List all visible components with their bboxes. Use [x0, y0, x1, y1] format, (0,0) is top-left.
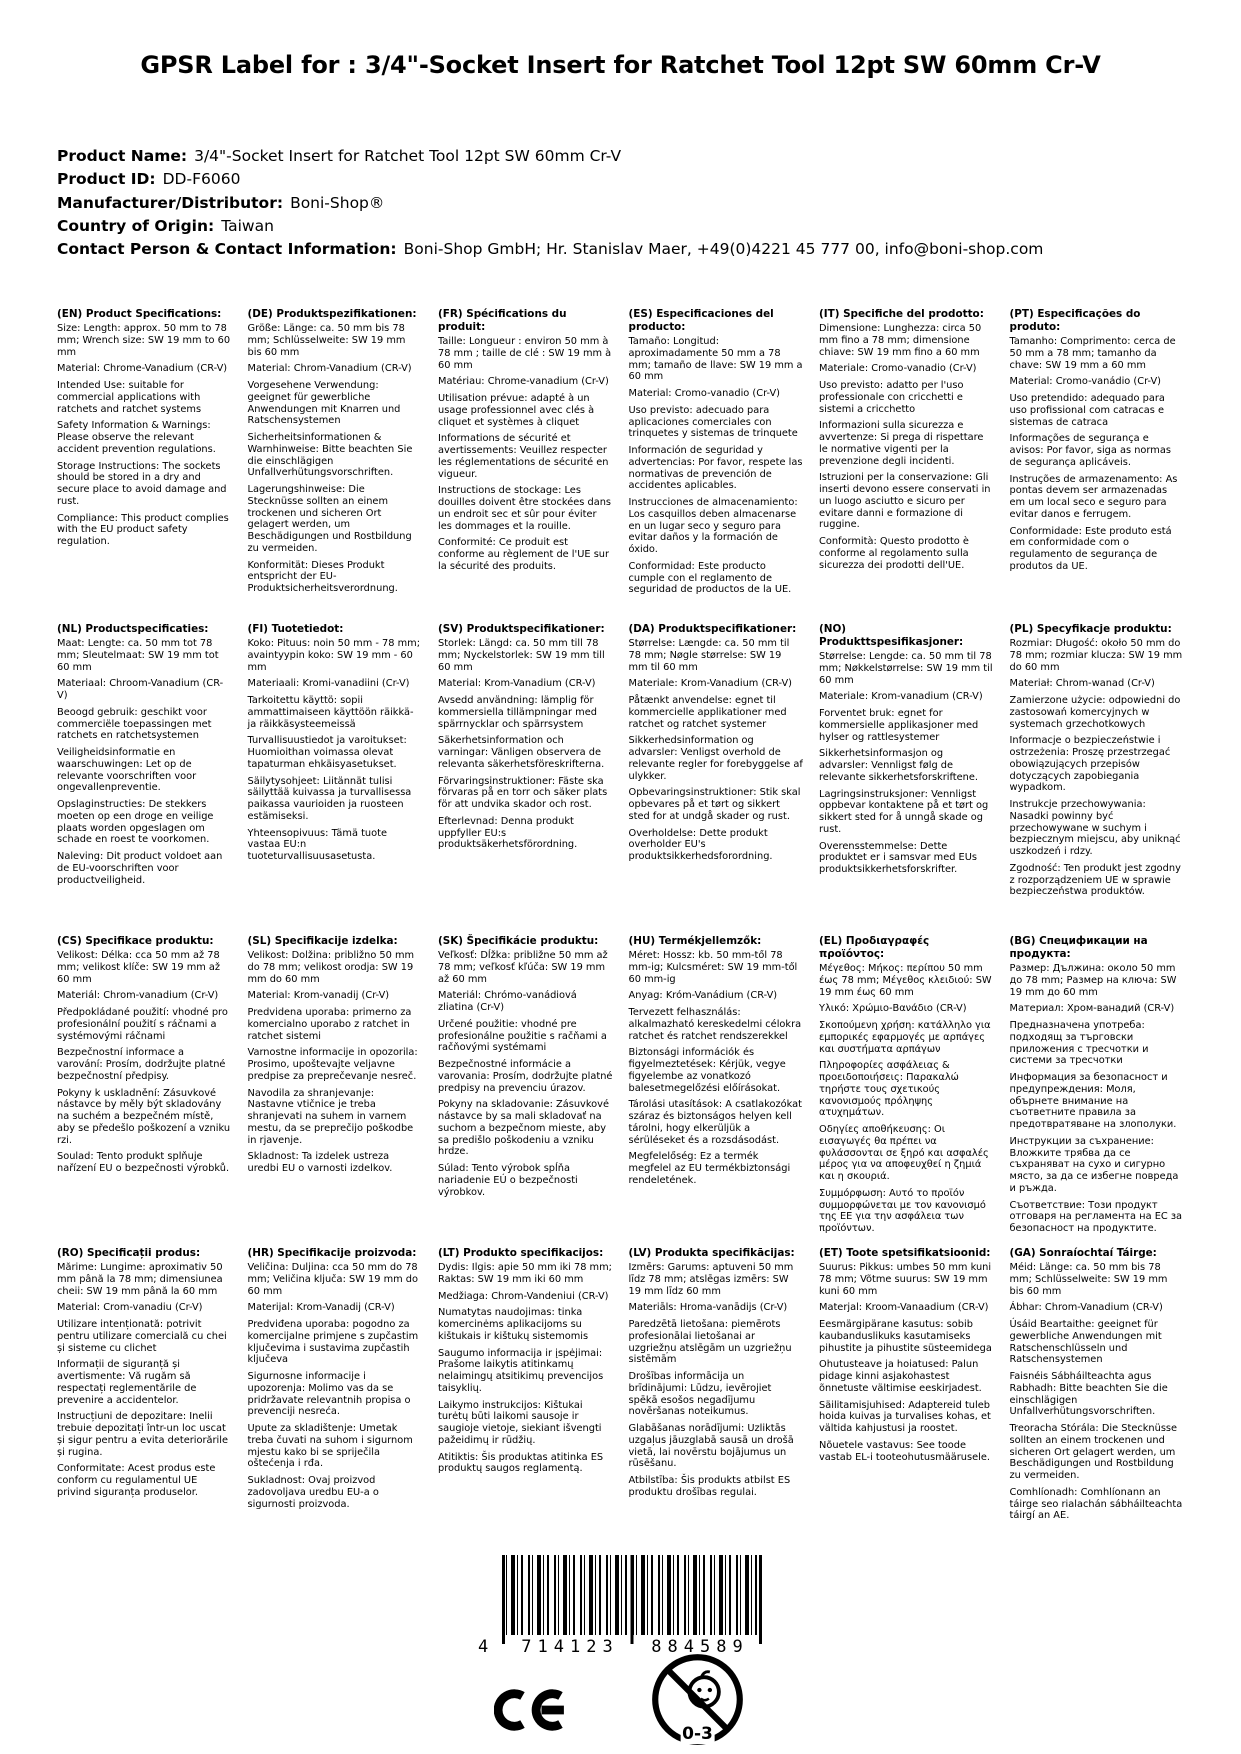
spec-paragraph: Instructions de stockage: Les douilles doivent être stockées dans un endroit sec et sûr pour éviter les dommages et la rouille.: [438, 485, 612, 532]
spec-block-lt: [438, 1247, 613, 1527]
spec-block-heading: (FI) Tuotetiedot:: [247, 623, 344, 635]
spec-paragraph: Tamaño: Longitud: aproximadamente 50 mm a 78 mm; tamaño de llave: SW 19 mm a 60 mm: [628, 336, 803, 383]
spec-paragraph: Materiale: Cromo-vanadio (Cr-V): [819, 363, 977, 375]
spec-block-hu: [629, 935, 804, 1247]
spec-paragraph: Opslaginstructies: De stekkers moeten op een droge en veilige plaats worden opgeslagen om schade en roest te voorkomen.: [57, 799, 214, 846]
spec-paragraph: Materiaal: Chroom-Vanadium (CR-V): [57, 678, 224, 701]
spec-paragraph: Größe: Länge: ca. 50 mm bis 78 mm; Schlüsselweite: SW 19 mm bis 60 mm: [247, 323, 406, 358]
spec-paragraph: Tárolási utasítások: A csatlakozókat száraz és biztonságos helyen kell tárolni, hogy elkerüljük a sérüléseket és a rozsdásodást.: [628, 1099, 802, 1146]
spec-paragraph: Размер: Дължина: около 50 mm до 78 mm; Размер на ключа: SW 19 mm до 60 mm: [1009, 963, 1177, 998]
spec-block-heading: (LT) Produkto specifikacijos:: [438, 1247, 604, 1259]
spec-paragraph: Navodila za shranjevanje: Nastavne vtičnice je treba shranjevati na suhem in varnem mestu, da se preprečijo poškodbe in rjavenje.: [247, 1087, 414, 1146]
origin-value: Taiwan: [221, 216, 274, 235]
spec-block-heading: (SV) Produktspecifikationer:: [438, 623, 605, 635]
spec-paragraph: Suurus: Pikkus: umbes 50 mm kuni 78 mm; Võtme suurus: SW 19 mm kuni 60 mm: [819, 1262, 992, 1297]
product-info: [57, 147, 1205, 263]
spec-paragraph: Yhteensopivuus: Tämä tuote vastaa EU:n tuoteturvallisuusasetusta.: [247, 827, 387, 862]
spec-block-lv: [629, 1247, 804, 1527]
spec-paragraph: Turvallisuustiedot ja varoitukset: Huomioithan voimassa olevat tapaturman ehkäisyasetukset.: [247, 735, 407, 770]
spec-block-fr: [438, 308, 613, 623]
spec-paragraph: Opbevaringsinstruktioner: Stik skal opbevares på et tørt og sikkert sted for at undgå skader og rust.: [628, 787, 801, 822]
spec-paragraph: Určené použitie: vhodné pre profesionálne použitie s račňami a račňovými systémami: [438, 1018, 607, 1054]
spec-paragraph: Méret: Hossz: kb. 50 mm-től 78 mm-ig; Kulcsméret: SW 19 mm-től 60 mm-ig: [628, 950, 798, 985]
spec-block-heading: (SK) Špecifikácie produktu:: [438, 935, 599, 947]
spec-block-heading: (CS) Specifikace produktu:: [57, 935, 214, 947]
spec-paragraph: Material: Cromo-vanádio (Cr-V): [1009, 376, 1161, 388]
spec-paragraph: Rozmiar: Długość: około 50 mm do 78 mm; rozmiar klucza: SW 19 mm do 60 mm: [1009, 638, 1183, 673]
spec-block-ga: [1010, 1247, 1185, 1527]
spec-paragraph: Konformität: Dieses Produkt entspricht der EU-Produktsicherheitsverordnung.: [247, 559, 398, 594]
spec-block-sk: [438, 935, 613, 1247]
spec-paragraph: Ohutusteave ja hoiatused: Palun pidage kinni asjakohastest õnnetuste vältimise eeskirjadest.: [819, 1359, 982, 1394]
spec-block-heading: (PL) Specyfikacje produktu:: [1009, 623, 1172, 635]
spec-paragraph: Overholdelse: Dette produkt overholder EU's produktsikkerhedsforordning.: [628, 827, 773, 862]
spec-paragraph: Materiale: Krom-vanadium (CR-V): [819, 691, 983, 703]
spec-block-heading: (RO) Specificații produs:: [57, 1247, 201, 1259]
spec-paragraph: Materiale: Krom-Vanadium (CR-V): [628, 678, 792, 690]
spec-block-heading: (IT) Specifiche del prodotto:: [819, 308, 984, 320]
spec-paragraph: Uso pretendido: adequado para uso profissional com catracas e sistemas de catraca: [1009, 393, 1165, 428]
spec-paragraph: Информация за безопасност и предупреждения: Моля, обърнете внимание на съответните правила за предотвратяване на злополуки.: [1009, 1072, 1177, 1130]
spec-paragraph: Předpokládané použití: vhodné pro profesionální použití s ráčnami a systémovými ráčnami: [57, 1007, 228, 1042]
spec-paragraph: Informações de segurança e avisos: Por favor, siga as normas de segurança aplicáveis.: [1009, 433, 1171, 468]
spec-paragraph: Ábhar: Chrom-Vanadium (CR-V): [1009, 1302, 1163, 1314]
spec-paragraph: Velikost: Délka: cca 50 mm až 78 mm; velikost klíče: SW 19 mm až 60 mm: [57, 950, 221, 985]
spec-paragraph: Paredzētā lietošana: piemērots profesionālai lietošanai ar uzgriežņu atslēgām un uzgriežņu sistēmām: [628, 1319, 792, 1366]
spec-paragraph: Maat: Lengte: ca. 50 mm tot 78 mm; Sleutelmaat: SW 19 mm tot 60 mm: [57, 638, 219, 673]
spec-block-heading: (FR) Spécifications du produit:: [438, 308, 567, 333]
spec-block-cs: [57, 935, 232, 1247]
contact-value: Boni-Shop GmbH; Hr. Stanislav Maer, +49(0)4221 45 777 00, info@boni-shop.com: [403, 240, 1044, 259]
spec-paragraph: Glabāšanas norādījumi: Uzliktās uzgaļus jāuzglabā sausā un drošā vietā, lai novērstu bojājumus un rūsēšanu.: [628, 1423, 794, 1470]
spec-paragraph: Conformitate: Acest produs este conform cu regulamentul UE privind siguranța produselor.: [57, 1463, 216, 1498]
spec-block-et: [819, 1247, 994, 1527]
spec-paragraph: Instrucciones de almacenamiento: Los casquillos deben almacenarse en un lugar seco y seguro para evitar daños y la formación de óxido.: [628, 497, 798, 555]
spec-block-heading: (DE) Produktspezifikationen:: [247, 308, 417, 320]
spec-block-hr: [248, 1247, 423, 1527]
spec-paragraph: Overensstemmelse: Dette produktet er i samsvar med EUs produktsikkerhetsforskrifter.: [819, 840, 978, 875]
spec-paragraph: Laikymo instrukcijos: Kištukai turėtų būti laikomi sausoje ir saugioje vietoje, siekiant išvengti pažeidimų ir rūdžių.: [438, 1399, 602, 1446]
spec-paragraph: Méid: Länge: ca. 50 mm bis 78 mm; Schlüsselweite: SW 19 mm bis 60 mm: [1009, 1262, 1168, 1297]
spec-paragraph: Biztonsági információk és figyelmeztetések: Kérjük, vegye figyelembe az vonatkozó balesetmegelőzési előírásokat.: [628, 1047, 786, 1094]
barcode-leading-digit: 4: [478, 1637, 489, 1657]
spec-paragraph: Zgodność: Ten produkt jest zgodny z rozporządzeniem UE w sprawie bezpieczeństwa produktów.: [1009, 862, 1181, 898]
spec-paragraph: Съответствие: Този продукт отговаря на регламента на ЕС за безопасност на продуктите.: [1009, 1199, 1183, 1234]
spec-paragraph: Lagringsinstruksjoner: Vennligst oppbevar kontaktene på et tørt og sikkert sted for å unngå skade og rust.: [819, 788, 989, 835]
spec-paragraph: Conformidade: Este produto está em conformidade com o regulamento de segurança de produtos da UE.: [1009, 525, 1172, 572]
spec-block-da: [629, 623, 804, 935]
spec-paragraph: Safety Information & Warnings: Please observe the relevant accident prevention regulations.: [57, 420, 216, 455]
spec-paragraph: Izmērs: Garums: aptuveni 50 mm līdz 78 mm; atslēgas izmērs: SW 19 mm līdz 60 mm: [628, 1262, 794, 1297]
barcode-guard-bar: [631, 1555, 634, 1644]
spec-paragraph: Size: Length: approx. 50 mm to 78 mm; Wrench size: SW 19 mm to 60 mm: [57, 323, 231, 358]
spec-block-sv: [438, 623, 613, 935]
spec-paragraph: Предназначена употреба: подходящ за търговски приложения с тресчотки и системи за тресчотки: [1009, 1020, 1149, 1067]
origin-label: Country of Origin:: [57, 216, 215, 235]
spec-paragraph: Material: Krom-vanadij (Cr-V): [247, 990, 390, 1002]
spec-paragraph: Størrelse: Lengde: ca. 50 mm til 78 mm; Nøkkelstørrelse: SW 19 mm til 60 mm: [819, 651, 993, 686]
barcode-guard-bar: [502, 1555, 505, 1644]
spec-paragraph: Veľkosť: Dĺžka: približne 50 mm až 78 mm; veľkosť kľúča: SW 19 mm až 60 mm: [438, 950, 608, 985]
spec-block-heading: (EL) Προδιαγραφές προϊόντος:: [819, 935, 930, 960]
spec-paragraph: Materiál: Chrom-vanadium (Cr-V): [57, 990, 219, 1002]
spec-paragraph: Bezpečnostní informace a varování: Prosím, dodržujte platné bezpečnostní předpisy.: [57, 1047, 226, 1082]
spec-paragraph: Säilitamisjuhised: Adaptereid tuleb hoida kuivas ja turvalises kohas, et vältida kahjustusi ja roostet.: [819, 1399, 991, 1434]
spec-paragraph: Material: Chrom-Vanadium (CR-V): [247, 363, 412, 375]
spec-paragraph: Instrukcje przechowywania: Nasadki powinny być przechowywane w suchym i bezpiecznym miejscu, aby uniknąć uszkodzeń i rdzy.: [1009, 799, 1181, 857]
spec-paragraph: Tervezett felhasználás: alkalmazható kereskedelmi célokra ratchet és ratchet rendszerekkel: [628, 1007, 802, 1042]
spec-paragraph: Σκοπούμενη χρήση: κατάλληλο για εμπορικές εφαρμογές με αρπάγες και συστήματα αρπάγων: [819, 1020, 991, 1055]
spec-paragraph: Bezpečnostné informácie a varovania: Prosím, dodržujte platné predpisy na prevenciu úrazov.: [438, 1059, 613, 1094]
spec-paragraph: Lagerungshinweise: Die Stecknüsse sollten an einem trockenen und sicheren Ort gelagert werden, um Beschädigungen und Rostbildung zu vermeiden.: [247, 484, 412, 554]
spec-paragraph: Medžiaga: Chrom-Vandeniui (CR-V): [438, 1290, 609, 1302]
spec-paragraph: Conformità: Questo prodotto è conforme al regolamento sulla sicurezza dei prodotti dell'UE.: [819, 536, 969, 571]
ean-barcode: [478, 1555, 778, 1657]
spec-paragraph: Vorgesehene Verwendung: geeignet für gewerbliche Anwendungen mit Knarren und Ratschensystemen: [247, 380, 401, 427]
spec-block-heading: (HU) Termékjellemzők:: [628, 935, 762, 947]
spec-paragraph: Material: Cromo-vanadio (Cr-V): [628, 388, 780, 399]
spec-block-bg: [1010, 935, 1185, 1247]
barcode-guard-bar: [759, 1555, 762, 1644]
spec-paragraph: Soulad: Tento produkt splňuje nařízení EU o bezpečnosti výrobků.: [57, 1151, 230, 1174]
spec-paragraph: Utilisation prévue: adapté à un usage professionnel avec clés à cliquet et systèmes à cliquet: [438, 393, 595, 428]
barcode-digit-group-1: 714123: [521, 1637, 619, 1657]
spec-paragraph: Tarkoitettu käyttö: sopii ammattimaiseen käyttöön räikkä- ja räikkäsysteemeissä: [247, 695, 414, 730]
spec-block-heading: (NO) Produkttspesifikasjoner:: [819, 623, 964, 648]
spec-paragraph: Mărime: Lungime: aproximativ 50 mm până la 78 mm; dimensiunea cheii: SW 19 mm până la 60 mm: [57, 1262, 223, 1297]
spec-paragraph: Storlek: Längd: ca. 50 mm till 78 mm; Nyckelstorlek: SW 19 mm till 60 mm: [438, 638, 605, 673]
spec-paragraph: Υλικό: Χρώμιο-Βανάδιο (CR-V): [819, 1003, 967, 1015]
spec-paragraph: Úsáid Beartaithe: geeignet für gewerbliche Anwendungen mit Ratschenschlüsseln und Ratschensystemen: [1009, 1319, 1162, 1366]
spec-paragraph: Materiāls: Hroma-vanādijs (Cr-V): [628, 1302, 788, 1314]
spec-paragraph: Veiligheidsinformatie en waarschuwingen: Let op de relevante voorschriften voor ongevallenpreventie.: [57, 747, 197, 794]
spec-paragraph: Инструкции за съхранение: Вложките трябва да се съхраняват на сухо и сигурно място, за да се избегне повреда и ръжда.: [1009, 1135, 1179, 1194]
page-title: GPSR Label for : 3/4"-Socket Insert for Ratchet Tool 12pt SW 60mm Cr-V: [140, 51, 1101, 79]
spec-paragraph: Säilytysohjeet: Liitännät tulisi säilyttää kuivassa ja turvallisessa paikassa vaurioiden ja ruosteen estämiseksi.: [247, 775, 412, 822]
spec-block-es: [629, 308, 804, 623]
spec-paragraph: Uso previsto: adatto per l'uso professionale con cricchetti e sistemi a cricchetto: [819, 380, 964, 415]
manufacturer-value: Boni-Shop®: [290, 193, 385, 212]
spec-paragraph: Naleving: Dit product voldoet aan de EU-voorschriften voor productveiligheid.: [57, 851, 223, 886]
spec-paragraph: Πληροφορίες ασφάλειας & προειδοποιήσεις: Παρακαλώ τηρήστε τους σχετικούς κανονισμούς πρόληψης ατυχημάτων.: [819, 1060, 959, 1119]
product-info-row: [57, 217, 1205, 235]
age-warning-0-3-icon: [650, 1652, 745, 1747]
spec-block-heading: (ES) Especificaciones del producto:: [628, 308, 774, 333]
spec-paragraph: Faisnéis Sábháilteachta agus Rabhadh: Bitte beachten Sie die einschlägigen Unfallverhütungsvorschriften.: [1009, 1371, 1168, 1418]
spec-block-heading: (ET) Toote spetsifikatsioonid:: [819, 1247, 991, 1259]
spec-paragraph: Koko: Pituus: noin 50 mm - 78 mm; avaintyypin koko: SW 19 mm - 60 mm: [247, 638, 421, 673]
spec-paragraph: Påtænkt anvendelse: egnet til kommercielle applikationer med ratchet og ratchet systemer: [628, 695, 787, 730]
spec-paragraph: Matériau: Chrome-vanadium (Cr-V): [438, 376, 609, 388]
spec-paragraph: Pokyny k uskladnění: Zásuvkové nástavce by měly být skladovány na suchém a bezpečném místě, aby se předešlo poškození a vzniku rzi.: [57, 1087, 231, 1146]
spec-paragraph: Pokyny na skladovanie: Zásuvkové nástavce by sa mali skladovať na suchom a bezpečnom mieste, aby sa predišlo poškodeniu a vzniku hrdze.: [438, 1099, 609, 1158]
spec-paragraph: Tamanho: Comprimento: cerca de 50 mm a 78 mm; tamanho da chave: SW 19 mm a 60 mm: [1009, 336, 1176, 371]
barcode-digit-group-2: 884589: [651, 1637, 749, 1657]
spec-paragraph: Materiał: Chrom-wanad (Cr-V): [1009, 678, 1155, 690]
spec-paragraph: Drošības informācija un brīdinājumi: Lūdzu, ievērojiet spēkā esošos negadījumu novēršanas noteikumus.: [628, 1371, 772, 1418]
spec-paragraph: Nõuetele vastavus: See toode vastab EL-i tooteohutusmäärusele.: [819, 1439, 990, 1463]
spec-paragraph: Saugumo informacija ir įspėjimai: Prašome laikytis atitinkamų nelaimingų atsitikimų prevencijos taisyklių.: [438, 1347, 604, 1394]
spec-block-heading: (PT) Especificações do produto:: [1009, 308, 1141, 333]
spec-paragraph: Säkerhetsinformation och varningar: Vänligen observera de relevanta säkerhetsföreskrifterna.: [438, 735, 605, 770]
spec-paragraph: Størrelse: Længde: ca. 50 mm til 78 mm; Nøgle størrelse: SW 19 mm til 60 mm: [628, 638, 790, 673]
spec-paragraph: Materiál: Chrómo-vanádiová zliatina (Cr-V): [438, 990, 577, 1013]
spec-paragraph: Veličina: Duljina: cca 50 mm do 78 mm; Veličina ključa: SW 19 mm do 60 mm: [247, 1262, 418, 1297]
spec-paragraph: Predviđena uporaba: pogodno za komercijalne primjene s zupčastim ključevima i sustavima zupčastih ključeva: [247, 1319, 419, 1366]
spec-paragraph: Taille: Longueur : environ 50 mm à 78 mm ; taille de clé : SW 19 mm à 60 mm: [438, 336, 612, 371]
spec-block-en: [57, 308, 232, 623]
spec-block-nl: [57, 623, 232, 935]
spec-paragraph: Material: Chrome-Vanadium (CR-V): [57, 363, 228, 375]
spec-block-heading: (BG) Спецификации на продукта:: [1009, 935, 1148, 960]
spec-block-sl: [248, 935, 423, 1247]
spec-paragraph: Megfelelőség: Ez a termék megfelel az EU termékbiztonsági rendeletének.: [628, 1151, 791, 1186]
spec-paragraph: Dimensione: Lunghezza: circa 50 mm fino a 78 mm; dimensione chiave: SW 19 mm fino a 60 mm: [819, 323, 982, 358]
product-name-value: 3/4"-Socket Insert for Ratchet Tool 12pt SW 60mm Cr-V: [194, 147, 622, 165]
spec-paragraph: Efterlevnad: Denna produkt uppfyller EU:s produktsäkerhetsförordning.: [438, 815, 578, 851]
spec-paragraph: Beoogd gebruik: geschikt voor commerciële toepassingen met ratchets en ratchetsystemen: [57, 706, 212, 742]
product-info-row: [57, 147, 1205, 165]
spec-paragraph: Συμμόρφωση: Αυτό το προϊόν συμμορφώνεται με τον κανονισμό της ΕΕ για την ασφάλεια των προϊόντων.: [819, 1187, 986, 1234]
spec-paragraph: Velikost: Dolžina: približno 50 mm do 78 mm; velikost orodja: SW 19 mm do 60 mm: [247, 950, 415, 985]
spec-paragraph: Sikkerhedsinformation og advarsler: Venligst overhold de relevante regler for forebyggelse af ulykker.: [628, 735, 803, 782]
spec-paragraph: Material: Crom-vanadiu (Cr-V): [57, 1302, 203, 1314]
spec-block-heading: (EN) Product Specifications:: [57, 308, 222, 320]
spec-paragraph: Instruções de armazenamento: As pontas devem ser armazenadas em um local seco e seguro para evitar danos e ferrugem.: [1009, 473, 1178, 520]
spec-paragraph: Upute za skladištenje: Umetak treba čuvati na suhom i sigurnom mjestu kako bi se spriječila oštećenja i rđa.: [247, 1423, 413, 1470]
ce-mark-icon: [494, 1685, 570, 1739]
product-id-value: DD-F6060: [162, 170, 241, 189]
product-info-row: [57, 240, 1205, 258]
spec-paragraph: Materijal: Krom-Vanadij (CR-V): [247, 1302, 395, 1314]
spec-block-it: [819, 308, 994, 623]
spec-paragraph: Материал: Хром-ванадий (CR-V): [1009, 1003, 1175, 1015]
spec-paragraph: Sicherheitsinformationen & Warnhinweise: Bitte beachten Sie die einschlägigen Unfallverhütungsvorschriften.: [247, 432, 413, 479]
spec-paragraph: Instrucțiuni de depozitare: Inelii trebuie depozitați într-un loc uscat și sigur pentru a evita deteriorările și rugina.: [57, 1411, 228, 1458]
spec-block-heading: (DA) Produktspecifikationer:: [628, 623, 797, 635]
spec-block-el: [819, 935, 994, 1247]
spec-paragraph: Materjal: Kroom-Vanaadium (CR-V): [819, 1302, 989, 1314]
spec-paragraph: Intended Use: suitable for commercial applications with ratchets and ratchet systems: [57, 380, 202, 415]
spec-paragraph: Οδηγίες αποθήκευσης: Οι εισαγωγές θα πρέπει να φυλάσσονται σε ξηρό και ασφαλές μέρος για να αποφευχθεί η ζημιά και η σκουριά.: [819, 1124, 989, 1182]
spec-block-heading: (SL) Specifikacije izdelka:: [247, 935, 398, 947]
age-warning-label: 0-3: [682, 1724, 713, 1744]
spec-paragraph: Treoracha Stórála: Die Stecknüsse sollten an einem trockenen und sicheren Ort gelagert werden, um Beschädigungen und Rostbildung zu vermeiden.: [1009, 1423, 1178, 1481]
spec-block-heading: (HR) Specifikacije proizvoda:: [247, 1247, 417, 1259]
spec-paragraph: Utilizare intenționată: potrivit pentru utilizare comercială cu chei și sisteme cu clichet: [57, 1319, 227, 1354]
spec-block-heading: (LV) Produkta specifikācijas:: [628, 1247, 795, 1259]
spec-paragraph: Anyag: Króm-Vanádium (CR-V): [628, 990, 778, 1002]
spec-block-heading: (GA) Sonraíochtaí Táirge:: [1009, 1247, 1157, 1259]
barcode-bars-icon: [502, 1555, 762, 1635]
product-name-label: Product Name:: [57, 147, 188, 165]
spec-paragraph: Informations de sécurité et avertissements: Veuillez respecter les réglementations de sécurité en vigueur.: [438, 433, 609, 480]
spec-block-de: [248, 308, 423, 623]
spec-block-fi: [248, 623, 423, 935]
product-info-row: [57, 170, 1205, 188]
spec-paragraph: Conformité: Ce produit est conforme au règlement de l'UE sur la sécurité des produits.: [438, 537, 610, 572]
spec-paragraph: Informații de siguranță și avertismente: Vă rugăm să respectați reglementările de prevenire a accidentelor.: [57, 1359, 197, 1406]
spec-paragraph: Avsedd användning: lämplig för kommersiella tillämpningar med spärrnycklar och spärrsystem: [438, 695, 597, 730]
spec-paragraph: Sikkerhetsinformasjon og advarsler: Vennligst følg de relevante sikkerhetsforskriftene.: [819, 748, 978, 783]
spec-block-ro: [57, 1247, 232, 1527]
spec-paragraph: Dydis: Ilgis: apie 50 mm iki 78 mm; Raktas: SW 19 mm iki 60 mm: [438, 1262, 612, 1285]
spec-paragraph: Storage Instructions: The sockets should be stored in a dry and secure place to avoid damage and rust.: [57, 460, 227, 507]
spec-paragraph: Eesmärgipärane kasutus: sobib kaubanduslikuks kasutamiseks pihustite ja pihustite süsteemidega: [819, 1319, 992, 1354]
spec-paragraph: Varnostne informacije in opozorila: Prosimo, upoštevajte veljavne predpise za preprečevanje nesreč.: [247, 1047, 418, 1082]
spec-paragraph: Istruzioni per la conservazione: Gli inserti devono essere conservati in un luogo asciutto e sicuro per evitare danni e formazione di ruggine.: [819, 472, 991, 531]
product-info-row: [57, 194, 1205, 212]
spec-paragraph: Forventet bruk: egnet for kommersielle applikasjoner med hylser og rattlesystemer: [819, 708, 979, 743]
spec-block-pl: [1010, 623, 1185, 935]
spec-paragraph: Uso previsto: adecuado para aplicaciones comerciales con trinquetes y sistemas de trinquete: [628, 404, 798, 440]
spec-paragraph: Sukladnost: Ovaj proizvod zadovoljava uredbu EU-a o sigurnosti proizvoda.: [247, 1475, 379, 1510]
spec-paragraph: Informazioni sulla sicurezza e avvertenze: Si prega di rispettare le normative vigenti per la prevenzione degli incidenti.: [819, 420, 984, 467]
spec-paragraph: Sigurnosne informacije i upozorenja: Molimo vas da se pridržavate relevantnih propisa o prevenciji nesreća.: [247, 1371, 411, 1418]
spec-paragraph: Conformidad: Este producto cumple con el reglamento de seguridad de productos de la UE.: [628, 560, 792, 596]
manufacturer-label: Manufacturer/Distributor:: [57, 193, 284, 212]
spec-paragraph: Atitiktis: Šis produktas atitinka ES produktų saugos reglamentą.: [438, 1451, 604, 1475]
spec-paragraph: Atbilstība: Šis produkts atbilst ES produktu drošības regulai.: [628, 1475, 791, 1498]
spec-paragraph: Materiaali: Kromi-vanadiini (Cr-V): [247, 678, 410, 690]
spec-paragraph: Información de seguridad y advertencias: Por favor, respete las normativas de prevención de accidentes aplicables.: [628, 445, 803, 492]
spec-paragraph: Compliance: This product complies with the EU product safety regulation.: [57, 512, 229, 547]
spec-paragraph: Zamierzone użycie: odpowiedni do zastosowań komercyjnych w systemach grzechotkowych: [1009, 695, 1181, 730]
spec-paragraph: Súlad: Tento výrobok spĺňa nariadenie EÚ o bezpečnosti výrobkov.: [438, 1163, 578, 1198]
spec-paragraph: Numatytas naudojimas: tinka komercinėms aplikacijoms su kištukais ir kištukų sistemomis: [438, 1307, 589, 1342]
spec-paragraph: Μέγεθος: Μήκος: περίπου 50 mm έως 78 mm; Μέγεθος κλειδιού: SW 19 mm έως 60 mm: [819, 963, 992, 998]
spec-block-pt: [1010, 308, 1185, 623]
contact-label: Contact Person & Contact Information:: [57, 240, 397, 259]
spec-paragraph: Skladnost: Ta izdelek ustreza uredbi EU o varnosti izdelkov.: [247, 1151, 393, 1174]
spec-paragraph: Predvidena uporaba: primerno za komercialno uporabo z ratchet in ratchet sistemi: [247, 1007, 412, 1042]
spec-paragraph: Förvaringsinstruktioner: Fäste ska förvaras på en torr och säker plats för att undvika skador och rost.: [438, 775, 608, 810]
spec-grid: [57, 308, 1184, 1527]
spec-block-no: [819, 623, 994, 935]
spec-paragraph: Informacje o bezpieczeństwie i ostrzeżenia: Proszę przestrzegać obowiązujących przepisów dotyczących zapobiegania wypadkom.: [1009, 735, 1171, 794]
product-id-label: Product ID:: [57, 170, 156, 189]
spec-paragraph: Comhlíonadh: Comhlíonann an táirge seo rialachán sábháilteachta táirgí an AE.: [1009, 1486, 1183, 1522]
spec-paragraph: Material: Krom-Vanadium (CR-V): [438, 678, 596, 690]
spec-block-heading: (NL) Productspecificaties:: [57, 623, 209, 635]
